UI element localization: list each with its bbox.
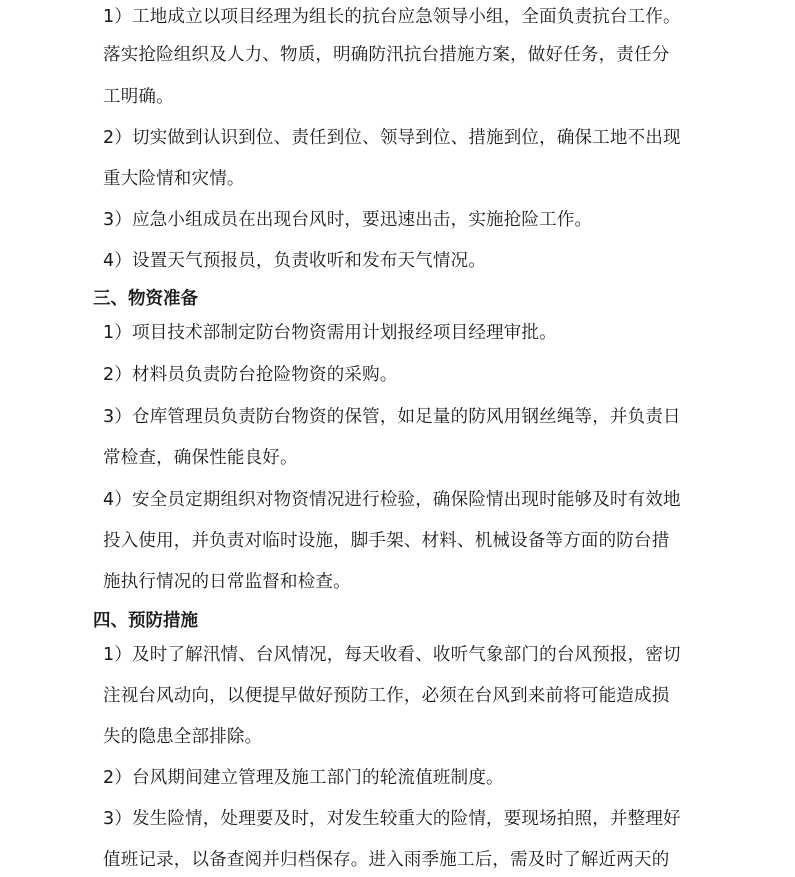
s4-item1-line1: 1）及时了解汛情、台风情况，每天收看、收听气象部门的台风预报，密切	[103, 645, 681, 665]
s3-item3-line2: 常检查，确保性能良好。	[103, 448, 298, 468]
section4-heading: 四、预防措施	[93, 611, 198, 631]
s4-item1-line2: 注视台风动向，以便提早做好预防工作，必须在台风到来前将可能造成损	[103, 686, 670, 706]
s2-item1-line1: 1）工地成立以项目经理为组长的抗台应急领导小组，全面负责抗台工作。	[103, 7, 681, 27]
s2-item2-line1: 2）切实做到认识到位、责任到位、领导到位、措施到位，确保工地不出现	[103, 128, 681, 148]
s3-item2: 2）材料员负责防台抢险物资的采购。	[103, 365, 398, 385]
s3-item4-line3: 施执行情况的日常监督和检查。	[103, 572, 351, 592]
s3-item4-line1: 4）安全员定期组织对物资情况进行检验，确保险情出现时能够及时有效地	[103, 490, 681, 510]
s4-item1-line3: 失的隐患全部排除。	[103, 727, 263, 747]
s2-item4: 4）设置天气预报员，负责收听和发布天气情况。	[103, 251, 487, 271]
s4-item3-line2: 值班记录，以备查阅并归档保存。进入雨季施工后，需及时了解近两天的	[103, 850, 670, 870]
s2-item2-line2: 重大险情和灾情。	[103, 169, 245, 189]
section3-heading: 三、物资准备	[93, 289, 198, 309]
s2-item3: 3）应急小组成员在出现台风时，要迅速出击，实施抢险工作。	[103, 210, 593, 230]
s2-item1-line3: 工明确。	[103, 87, 174, 107]
s4-item3-line1: 3）发生险情，处理要及时，对发生较重大的险情，要现场拍照，并整理好	[103, 809, 681, 829]
s3-item3-line1: 3）仓库管理员负责防台物资的保管，如足量的防风用钢丝绳等，并负责日	[103, 407, 681, 427]
s4-item2: 2）台风期间建立管理及施工部门的轮流值班制度。	[103, 768, 504, 788]
s3-item4-line2: 投入使用，并负责对临时设施，脚手架、材料、机械设备等方面的防台措	[103, 531, 670, 551]
s3-item1: 1）项目技术部制定防台物资需用计划报经项目经理审批。	[103, 323, 557, 343]
s2-item1-line2: 落实抢险组织及人力、物质，明确防汛抗台措施方案，做好任务，责任分	[103, 45, 670, 65]
